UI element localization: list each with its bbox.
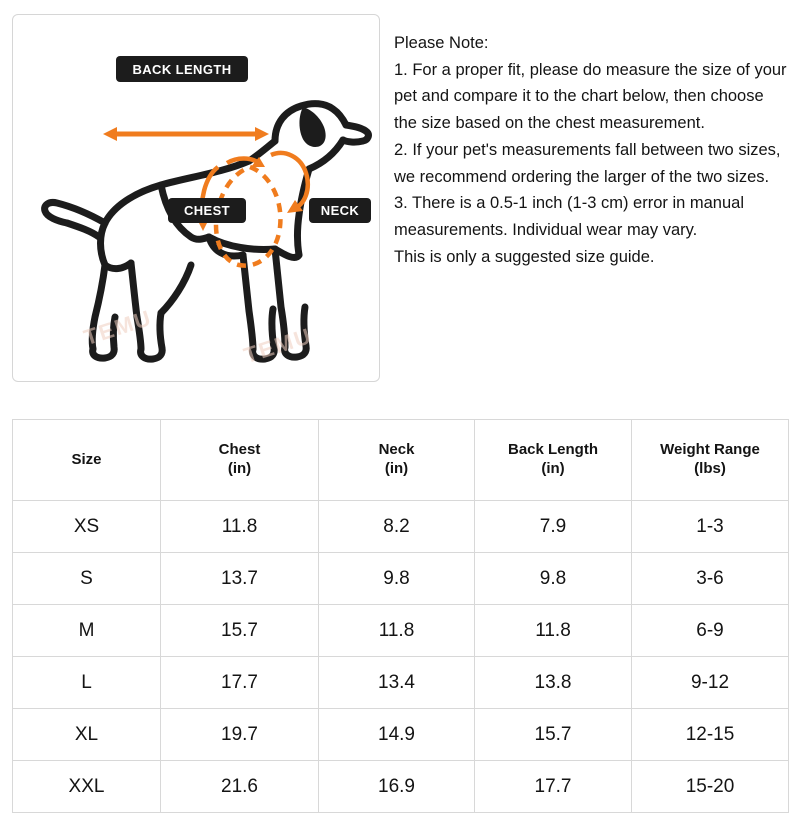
table-row	[13, 605, 789, 657]
header-title: Weight Range	[660, 441, 760, 459]
top-section	[12, 14, 788, 406]
table-row	[13, 709, 789, 761]
cell-chest: 19.7	[161, 709, 319, 761]
header-unit: (in)	[384, 460, 409, 477]
column-header-weight-range	[632, 420, 789, 501]
cell-back-length: 11.8	[475, 605, 632, 657]
notes-heading: Please Note:	[394, 34, 489, 52]
header-title: Chest	[218, 441, 261, 459]
note-item-2: 2. If your pet's measurements fall between two sizes, we recommend ordering the larger of the two sizes.	[394, 140, 781, 186]
neck-label: NECK	[309, 198, 371, 223]
note-item-3: 3. There is a 0.5-1 inch (1-3 cm) error in manual measurements. Individual wear may vary.	[394, 194, 745, 240]
cell-size: S	[13, 553, 161, 605]
cell-size: XXL	[13, 761, 161, 813]
header-unit: (in)	[227, 460, 252, 477]
cell-back-length: 13.8	[475, 657, 632, 709]
note-item-1: 1. For a proper fit, please do measure the size of your pet and compare it to the chart below, then choose the size based on the chest measurement.	[394, 60, 787, 133]
back-length-label: BACK LENGTH	[116, 56, 248, 82]
cell-size: XL	[13, 709, 161, 761]
note-item-4: This is only a suggested size guide.	[394, 247, 655, 266]
table-header-row	[13, 420, 789, 501]
cell-size: M	[13, 605, 161, 657]
cell-neck: 13.4	[319, 657, 475, 709]
header-unit: (lbs)	[694, 460, 726, 477]
header-title: Neck	[378, 441, 415, 459]
chest-label: CHEST	[168, 198, 246, 223]
column-header-chest	[161, 420, 319, 501]
cell-back-length: 17.7	[475, 761, 632, 813]
cell-chest: 13.7	[161, 553, 319, 605]
cell-back-length: 9.8	[475, 553, 632, 605]
header-title: Back Length	[507, 441, 598, 459]
dog-measurement-diagram	[12, 14, 380, 382]
cell-weight-range: 9-12	[632, 657, 789, 709]
cell-chest: 21.6	[161, 761, 319, 813]
cell-chest: 15.7	[161, 605, 319, 657]
cell-neck: 9.8	[319, 553, 475, 605]
table-row	[13, 657, 789, 709]
cell-size: XS	[13, 501, 161, 553]
watermark-text: TEMU	[240, 322, 316, 369]
cell-chest: 11.8	[161, 501, 319, 553]
header-unit: (in)	[541, 460, 565, 477]
cell-neck: 11.8	[319, 605, 475, 657]
cell-weight-range: 12-15	[632, 709, 789, 761]
size-chart-table-wrapper	[12, 419, 788, 813]
table-row	[13, 761, 789, 813]
cell-back-length: 15.7	[475, 709, 632, 761]
cell-weight-range: 1-3	[632, 501, 789, 553]
cell-neck: 16.9	[319, 761, 475, 813]
cell-chest: 17.7	[161, 657, 319, 709]
cell-back-length: 7.9	[475, 501, 632, 553]
column-header-size	[13, 420, 161, 501]
column-header-neck	[319, 420, 475, 501]
cell-weight-range: 3-6	[632, 553, 789, 605]
cell-neck: 14.9	[319, 709, 475, 761]
cell-weight-range: 6-9	[632, 605, 789, 657]
table-row	[13, 553, 789, 605]
column-header-back-length	[475, 420, 632, 501]
cell-weight-range: 15-20	[632, 761, 789, 813]
watermark-text: TEMU	[80, 304, 156, 351]
back-length-arrow	[103, 127, 269, 141]
cell-neck: 8.2	[319, 501, 475, 553]
size-chart-table	[12, 419, 789, 813]
header-title: Size	[71, 450, 102, 468]
please-note-block	[394, 14, 788, 270]
table-row	[13, 501, 789, 553]
cell-size: L	[13, 657, 161, 709]
